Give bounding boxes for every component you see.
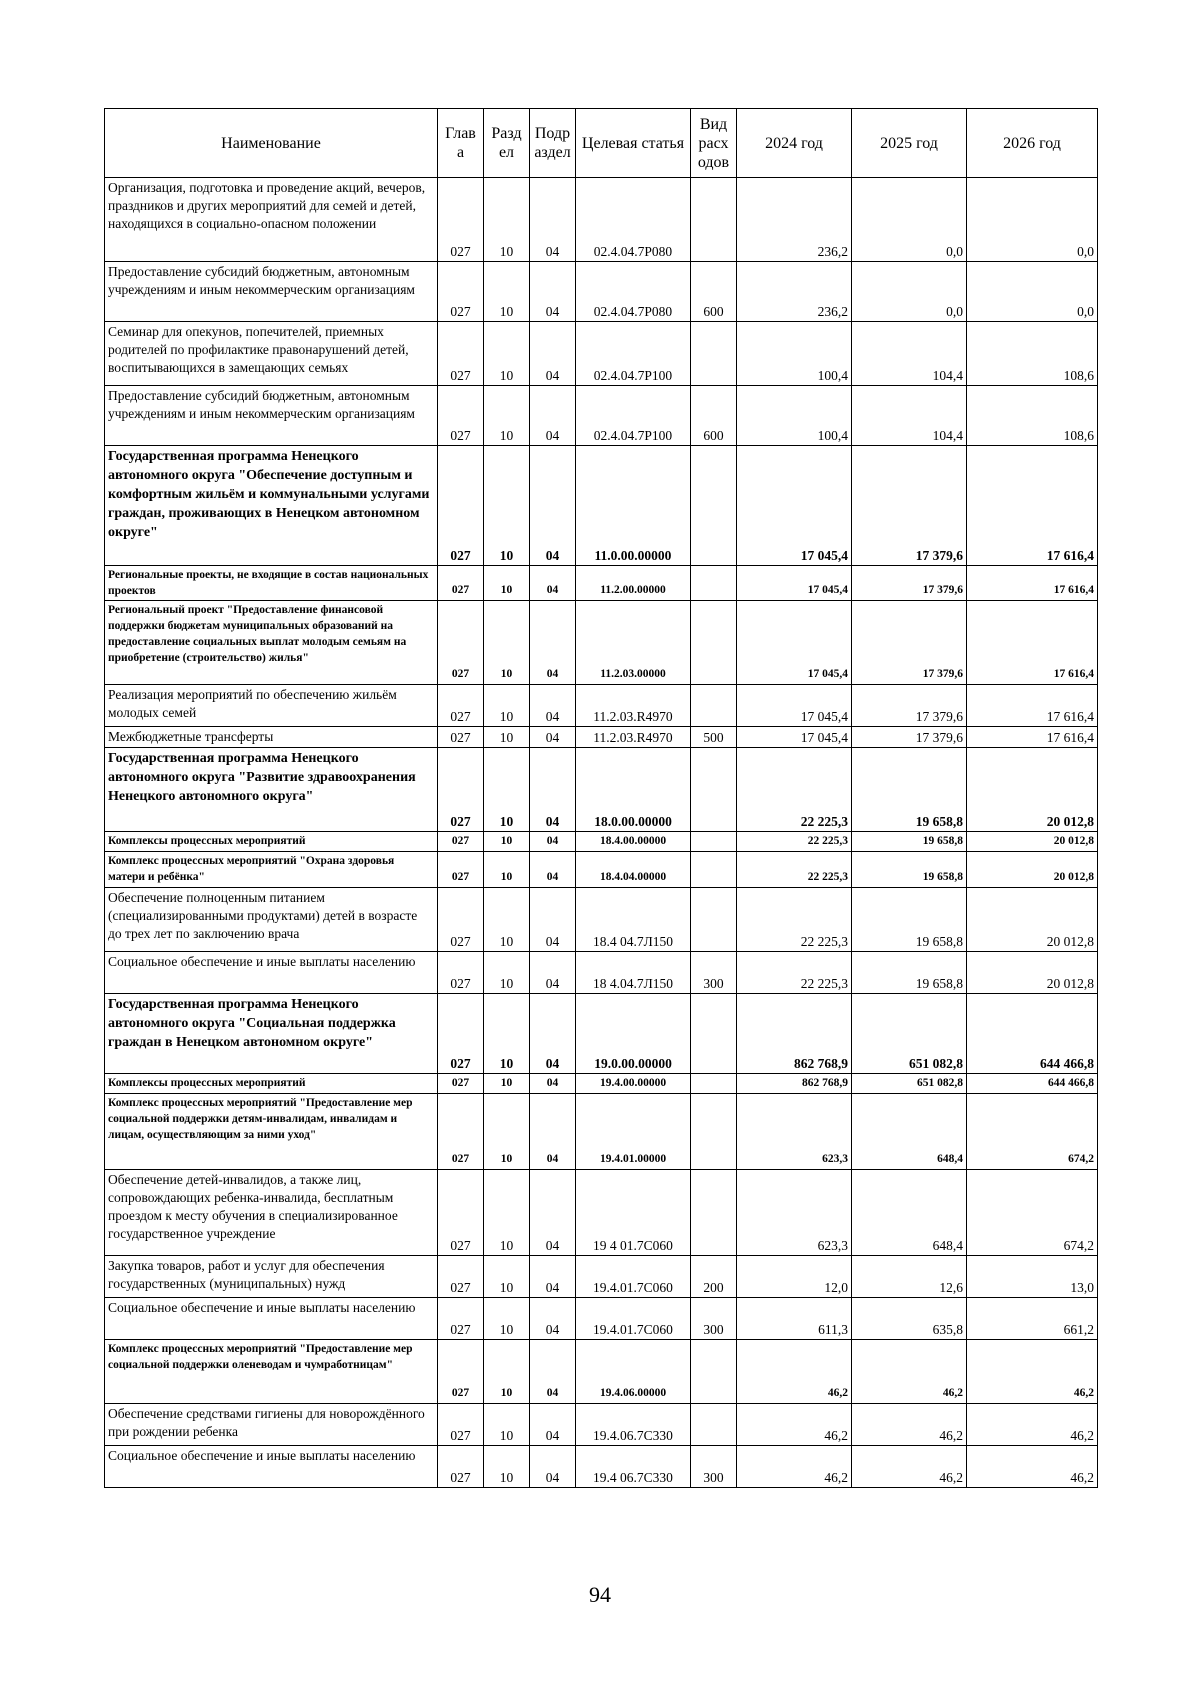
cell-razdel: 10 xyxy=(484,1256,530,1298)
cell-podrazdel: 04 xyxy=(530,262,576,322)
cell-glava: 027 xyxy=(438,1446,484,1488)
cell-2024: 623,3 xyxy=(737,1170,852,1256)
cell-2025: 12,6 xyxy=(852,1256,967,1298)
cell-2025: 648,4 xyxy=(852,1094,967,1170)
cell-podrazdel: 04 xyxy=(530,1170,576,1256)
cell-2024: 17 045,4 xyxy=(737,446,852,566)
cell-name: Закупка товаров, работ и услуг для обеспечения государственных (муниципальных) нужд xyxy=(105,1256,438,1298)
cell-target-article: 11.2.00.00000 xyxy=(576,566,691,601)
cell-2024: 22 225,3 xyxy=(737,888,852,952)
header-glava: Глав а xyxy=(438,109,484,178)
cell-razdel: 10 xyxy=(484,1340,530,1404)
cell-razdel: 10 xyxy=(484,446,530,566)
cell-2024: 17 045,4 xyxy=(737,727,852,748)
cell-2026: 13,0 xyxy=(967,1256,1098,1298)
cell-glava: 027 xyxy=(438,727,484,748)
cell-name: Социальное обеспечение и иные выплаты населению xyxy=(105,952,438,994)
cell-expense-type: 600 xyxy=(691,386,737,446)
cell-name: Региональный проект "Предоставление финансовой поддержки бюджетам муниципальных образований на предоставление социальных выплат молодым семьям на приобретение (строительство) жилья" xyxy=(105,601,438,685)
cell-2026: 674,2 xyxy=(967,1170,1098,1256)
cell-podrazdel: 04 xyxy=(530,888,576,952)
cell-podrazdel: 04 xyxy=(530,1298,576,1340)
cell-2026: 20 012,8 xyxy=(967,852,1098,888)
cell-glava: 027 xyxy=(438,1298,484,1340)
cell-glava: 027 xyxy=(438,952,484,994)
cell-2024: 100,4 xyxy=(737,386,852,446)
cell-2024: 46,2 xyxy=(737,1404,852,1446)
cell-glava: 027 xyxy=(438,685,484,727)
cell-2026: 20 012,8 xyxy=(967,748,1098,832)
cell-razdel: 10 xyxy=(484,386,530,446)
cell-razdel: 10 xyxy=(484,1298,530,1340)
cell-razdel: 10 xyxy=(484,727,530,748)
cell-name: Предоставление субсидий бюджетным, автономным учреждениям и иным некоммерческим организациям xyxy=(105,262,438,322)
cell-2024: 22 225,3 xyxy=(737,748,852,832)
cell-target-article: 18.0.00.00000 xyxy=(576,748,691,832)
cell-name: Обеспечение детей-инвалидов, а также лиц, сопровождающих ребенка-инвалида, бесплатным проездом к месту обучения в специализированное государственное учреждение xyxy=(105,1170,438,1256)
cell-glava: 027 xyxy=(438,446,484,566)
cell-name: Организация, подготовка и проведение акций, вечеров, праздников и других мероприятий для семей и детей, находящихся в социально-опасном положении xyxy=(105,178,438,262)
cell-expense-type xyxy=(691,994,737,1074)
cell-name: Обеспечение средствами гигиены для новорождённого при рождении ребенка xyxy=(105,1404,438,1446)
cell-razdel: 10 xyxy=(484,322,530,386)
table-body xyxy=(105,178,1098,1488)
table-row xyxy=(105,322,1098,386)
cell-razdel: 10 xyxy=(484,888,530,952)
cell-expense-type xyxy=(691,1094,737,1170)
table-row xyxy=(105,994,1098,1074)
cell-podrazdel: 04 xyxy=(530,952,576,994)
cell-name: Комплекс процессных мероприятий "Охрана здоровья матери и ребёнка" xyxy=(105,852,438,888)
table-row xyxy=(105,566,1098,601)
cell-2024: 623,3 xyxy=(737,1094,852,1170)
cell-expense-type xyxy=(691,852,737,888)
cell-name: Государственная программа Ненецкого автономного округа "Социальная поддержка граждан в Ненецком автономном округе" xyxy=(105,994,438,1074)
cell-2025: 635,8 xyxy=(852,1298,967,1340)
cell-2024: 236,2 xyxy=(737,262,852,322)
table-header-row xyxy=(105,109,1098,178)
cell-2025: 19 658,8 xyxy=(852,832,967,852)
cell-name: Комплекс процессных мероприятий "Предоставление мер социальной поддержки детям-инвалидам, инвалидам и лицам, осуществляющим за ними уход" xyxy=(105,1094,438,1170)
cell-2024: 611,3 xyxy=(737,1298,852,1340)
cell-podrazdel: 04 xyxy=(530,1446,576,1488)
cell-glava: 027 xyxy=(438,888,484,952)
cell-razdel: 10 xyxy=(484,1170,530,1256)
cell-target-article: 02.4.04.7Р100 xyxy=(576,386,691,446)
cell-name: Предоставление субсидий бюджетным, автономным учреждениям и иным некоммерческим организациям xyxy=(105,386,438,446)
cell-expense-type xyxy=(691,832,737,852)
cell-podrazdel: 04 xyxy=(530,386,576,446)
cell-target-article: 19.4.06.7С330 xyxy=(576,1404,691,1446)
header-2025: 2025 год xyxy=(852,109,967,178)
cell-2025: 19 658,8 xyxy=(852,888,967,952)
cell-name: Обеспечение полноценным питанием (специализированными продуктами) детей в возрасте до трех лет по заключению врача xyxy=(105,888,438,952)
cell-expense-type xyxy=(691,1404,737,1446)
cell-glava: 027 xyxy=(438,1094,484,1170)
table-row xyxy=(105,832,1098,852)
cell-2024: 22 225,3 xyxy=(737,952,852,994)
cell-2025: 104,4 xyxy=(852,322,967,386)
cell-2024: 17 045,4 xyxy=(737,601,852,685)
cell-2025: 17 379,6 xyxy=(852,601,967,685)
cell-razdel: 10 xyxy=(484,1094,530,1170)
cell-expense-type: 300 xyxy=(691,1446,737,1488)
table-row xyxy=(105,952,1098,994)
cell-glava: 027 xyxy=(438,178,484,262)
cell-podrazdel: 04 xyxy=(530,852,576,888)
cell-razdel: 10 xyxy=(484,952,530,994)
cell-podrazdel: 04 xyxy=(530,748,576,832)
cell-2025: 0,0 xyxy=(852,262,967,322)
cell-target-article: 19.0.00.00000 xyxy=(576,994,691,1074)
cell-glava: 027 xyxy=(438,322,484,386)
cell-target-article: 11.2.03.R4970 xyxy=(576,685,691,727)
cell-razdel: 10 xyxy=(484,852,530,888)
cell-podrazdel: 04 xyxy=(530,1094,576,1170)
cell-2024: 46,2 xyxy=(737,1340,852,1404)
cell-name: Государственная программа Ненецкого автономного округа "Развитие здравоохранения Ненецкого автономного округа" xyxy=(105,748,438,832)
cell-name: Социальное обеспечение и иные выплаты населению xyxy=(105,1298,438,1340)
cell-glava: 027 xyxy=(438,1256,484,1298)
cell-glava: 027 xyxy=(438,994,484,1074)
cell-glava: 027 xyxy=(438,1074,484,1094)
table-row xyxy=(105,1404,1098,1446)
cell-name: Комплекс процессных мероприятий "Предоставление мер социальной поддержки оленеводам и чумработницам" xyxy=(105,1340,438,1404)
cell-razdel: 10 xyxy=(484,566,530,601)
cell-2026: 20 012,8 xyxy=(967,952,1098,994)
table-row xyxy=(105,748,1098,832)
cell-glava: 027 xyxy=(438,601,484,685)
cell-2026: 644 466,8 xyxy=(967,1074,1098,1094)
header-vid: Вид расх одов xyxy=(691,109,737,178)
cell-expense-type xyxy=(691,178,737,262)
table-row xyxy=(105,727,1098,748)
cell-name: Комплексы процессных мероприятий xyxy=(105,1074,438,1094)
cell-expense-type: 300 xyxy=(691,1298,737,1340)
header-name: Наименование xyxy=(105,109,438,178)
header-podrazdel: Подр аздел xyxy=(530,109,576,178)
cell-razdel: 10 xyxy=(484,262,530,322)
table-row xyxy=(105,685,1098,727)
cell-target-article: 02.4.04.7Р100 xyxy=(576,322,691,386)
cell-podrazdel: 04 xyxy=(530,322,576,386)
cell-2026: 17 616,4 xyxy=(967,685,1098,727)
cell-podrazdel: 04 xyxy=(530,727,576,748)
cell-glava: 027 xyxy=(438,386,484,446)
cell-expense-type xyxy=(691,888,737,952)
cell-2026: 108,6 xyxy=(967,386,1098,446)
page-number: 94 xyxy=(589,1582,611,1607)
cell-target-article: 18 4.04.7Л150 xyxy=(576,952,691,994)
cell-2026: 17 616,4 xyxy=(967,601,1098,685)
cell-target-article: 19.4.06.00000 xyxy=(576,1340,691,1404)
cell-expense-type xyxy=(691,446,737,566)
cell-2025: 46,2 xyxy=(852,1340,967,1404)
cell-target-article: 19.4.01.7С060 xyxy=(576,1298,691,1340)
cell-2025: 17 379,6 xyxy=(852,566,967,601)
cell-razdel: 10 xyxy=(484,748,530,832)
table-row xyxy=(105,1094,1098,1170)
cell-2024: 862 768,9 xyxy=(737,1074,852,1094)
cell-razdel: 10 xyxy=(484,178,530,262)
cell-expense-type xyxy=(691,566,737,601)
cell-name: Семинар для опекунов, попечителей, приемных родителей по профилактике правонарушений детей, воспитывающихся в замещающих семьях xyxy=(105,322,438,386)
cell-2024: 22 225,3 xyxy=(737,832,852,852)
cell-podrazdel: 04 xyxy=(530,178,576,262)
cell-glava: 027 xyxy=(438,1340,484,1404)
cell-2026: 644 466,8 xyxy=(967,994,1098,1074)
header-razdel: Разд ел xyxy=(484,109,530,178)
cell-2024: 17 045,4 xyxy=(737,685,852,727)
cell-podrazdel: 04 xyxy=(530,832,576,852)
cell-2026: 108,6 xyxy=(967,322,1098,386)
cell-2026: 17 616,4 xyxy=(967,727,1098,748)
header-2026: 2026 год xyxy=(967,109,1098,178)
cell-target-article: 18.4.04.00000 xyxy=(576,852,691,888)
table-row xyxy=(105,446,1098,566)
table-row xyxy=(105,1170,1098,1256)
cell-2025: 104,4 xyxy=(852,386,967,446)
cell-target-article: 19.4.00.00000 xyxy=(576,1074,691,1094)
cell-target-article: 19 4 01.7С060 xyxy=(576,1170,691,1256)
cell-name: Комплексы процессных мероприятий xyxy=(105,832,438,852)
cell-2024: 12,0 xyxy=(737,1256,852,1298)
cell-2026: 46,2 xyxy=(967,1340,1098,1404)
cell-expense-type: 200 xyxy=(691,1256,737,1298)
cell-2025: 17 379,6 xyxy=(852,446,967,566)
cell-2025: 651 082,8 xyxy=(852,1074,967,1094)
cell-name: Социальное обеспечение и иные выплаты населению xyxy=(105,1446,438,1488)
cell-target-article: 11.2.03.R4970 xyxy=(576,727,691,748)
cell-expense-type xyxy=(691,1340,737,1404)
cell-2025: 19 658,8 xyxy=(852,952,967,994)
cell-glava: 027 xyxy=(438,748,484,832)
cell-razdel: 10 xyxy=(484,1446,530,1488)
cell-2026: 17 616,4 xyxy=(967,446,1098,566)
cell-2025: 648,4 xyxy=(852,1170,967,1256)
cell-2024: 17 045,4 xyxy=(737,566,852,601)
table-row xyxy=(105,1340,1098,1404)
cell-name: Государственная программа Ненецкого автономного округа "Обеспечение доступным и комфортным жильём и коммунальными услугами граждан, проживающих в Ненецком автономном округе" xyxy=(105,446,438,566)
cell-2026: 46,2 xyxy=(967,1404,1098,1446)
cell-name: Межбюджетные трансферты xyxy=(105,727,438,748)
cell-2026: 0,0 xyxy=(967,178,1098,262)
header-target: Целевая статья xyxy=(576,109,691,178)
cell-2025: 17 379,6 xyxy=(852,685,967,727)
cell-2025: 19 658,8 xyxy=(852,748,967,832)
header-2024: 2024 год xyxy=(737,109,852,178)
cell-podrazdel: 04 xyxy=(530,446,576,566)
cell-target-article: 11.2.03.00000 xyxy=(576,601,691,685)
cell-target-article: 02.4.04.7Р080 xyxy=(576,178,691,262)
cell-2026: 20 012,8 xyxy=(967,832,1098,852)
cell-glava: 027 xyxy=(438,1170,484,1256)
cell-razdel: 10 xyxy=(484,601,530,685)
cell-expense-type xyxy=(691,748,737,832)
cell-expense-type: 500 xyxy=(691,727,737,748)
table-row xyxy=(105,1256,1098,1298)
cell-expense-type xyxy=(691,1074,737,1094)
cell-razdel: 10 xyxy=(484,1074,530,1094)
cell-2026: 17 616,4 xyxy=(967,566,1098,601)
cell-glava: 027 xyxy=(438,852,484,888)
cell-2026: 20 012,8 xyxy=(967,888,1098,952)
cell-2026: 0,0 xyxy=(967,262,1098,322)
table-row xyxy=(105,601,1098,685)
cell-2025: 19 658,8 xyxy=(852,852,967,888)
cell-podrazdel: 04 xyxy=(530,566,576,601)
cell-razdel: 10 xyxy=(484,685,530,727)
cell-podrazdel: 04 xyxy=(530,1074,576,1094)
table-row xyxy=(105,888,1098,952)
cell-glava: 027 xyxy=(438,262,484,322)
cell-target-article: 19.4 06.7С330 xyxy=(576,1446,691,1488)
cell-2024: 236,2 xyxy=(737,178,852,262)
table-row xyxy=(105,1074,1098,1094)
cell-expense-type xyxy=(691,685,737,727)
cell-podrazdel: 04 xyxy=(530,1340,576,1404)
cell-expense-type: 600 xyxy=(691,262,737,322)
cell-glava: 027 xyxy=(438,566,484,601)
table-row xyxy=(105,262,1098,322)
cell-2026: 661,2 xyxy=(967,1298,1098,1340)
cell-2024: 862 768,9 xyxy=(737,994,852,1074)
cell-2026: 674,2 xyxy=(967,1094,1098,1170)
cell-target-article: 18.4 04.7Л150 xyxy=(576,888,691,952)
cell-glava: 027 xyxy=(438,1404,484,1446)
cell-podrazdel: 04 xyxy=(530,1256,576,1298)
cell-target-article: 19.4.01.00000 xyxy=(576,1094,691,1170)
cell-podrazdel: 04 xyxy=(530,601,576,685)
cell-target-article: 18.4.00.00000 xyxy=(576,832,691,852)
cell-podrazdel: 04 xyxy=(530,685,576,727)
cell-name: Региональные проекты, не входящие в состав национальных проектов xyxy=(105,566,438,601)
cell-podrazdel: 04 xyxy=(530,1404,576,1446)
cell-expense-type xyxy=(691,1170,737,1256)
cell-expense-type xyxy=(691,322,737,386)
cell-target-article: 02.4.04.7Р080 xyxy=(576,262,691,322)
cell-2025: 0,0 xyxy=(852,178,967,262)
cell-2025: 651 082,8 xyxy=(852,994,967,1074)
cell-expense-type: 300 xyxy=(691,952,737,994)
cell-podrazdel: 04 xyxy=(530,994,576,1074)
cell-2025: 46,2 xyxy=(852,1446,967,1488)
cell-2024: 46,2 xyxy=(737,1446,852,1488)
cell-expense-type xyxy=(691,601,737,685)
cell-razdel: 10 xyxy=(484,832,530,852)
cell-razdel: 10 xyxy=(484,994,530,1074)
cell-2025: 46,2 xyxy=(852,1404,967,1446)
table-row xyxy=(105,386,1098,446)
cell-target-article: 19.4.01.7С060 xyxy=(576,1256,691,1298)
cell-2024: 100,4 xyxy=(737,322,852,386)
cell-target-article: 11.0.00.00000 xyxy=(576,446,691,566)
budget-table xyxy=(104,108,1098,1488)
table-row xyxy=(105,1446,1098,1488)
cell-2026: 46,2 xyxy=(967,1446,1098,1488)
table-row xyxy=(105,178,1098,262)
cell-2025: 17 379,6 xyxy=(852,727,967,748)
cell-name: Реализация мероприятий по обеспечению жильём молодых семей xyxy=(105,685,438,727)
cell-glava: 027 xyxy=(438,832,484,852)
table-row xyxy=(105,1298,1098,1340)
cell-2024: 22 225,3 xyxy=(737,852,852,888)
table-row xyxy=(105,852,1098,888)
cell-razdel: 10 xyxy=(484,1404,530,1446)
